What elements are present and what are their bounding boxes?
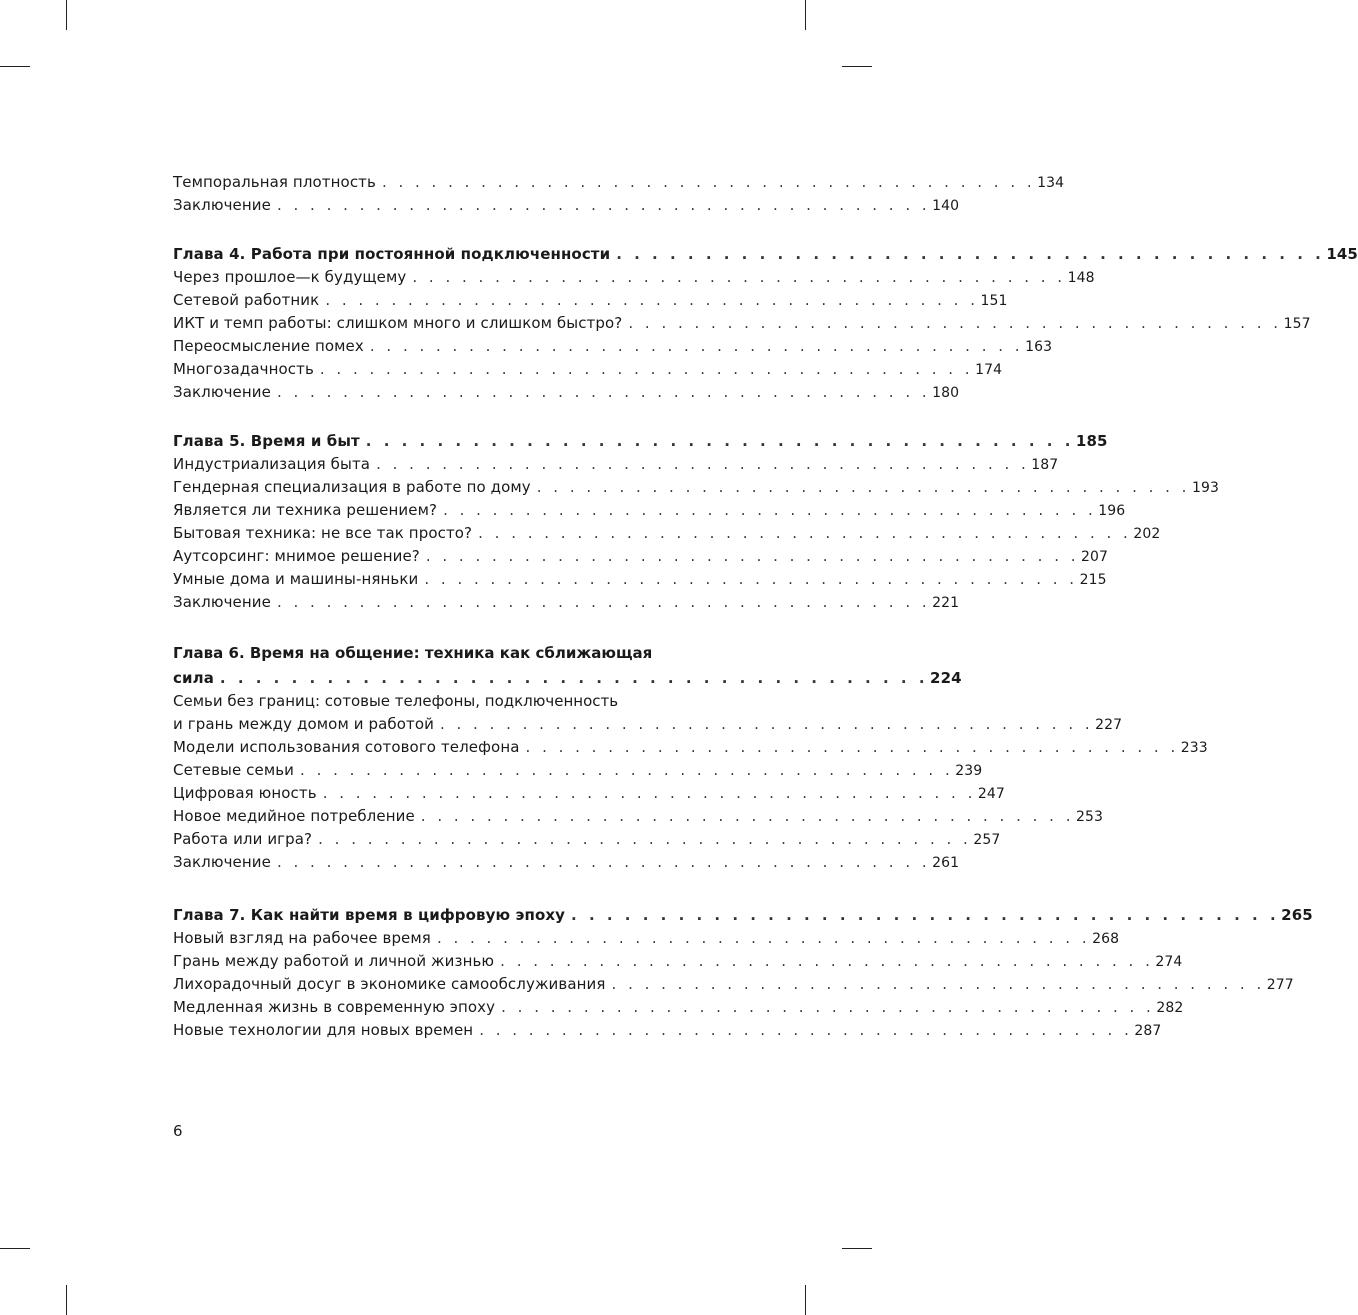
- toc-entry[interactable]: Грань между работой и личной жизнью . . . . . . . . . . . . . . . . . . . . . . . . . . . . . . . . . . . . . . . . 274: [173, 952, 1183, 970]
- toc-entry[interactable]: Модели использования сотового телефона . . . . . . . . . . . . . . . . . . . . . . . . . . . . . . . . . . . . . . . . 233: [173, 738, 1208, 756]
- crop-mark: [805, 0, 806, 30]
- crop-mark: [805, 1285, 806, 1315]
- crop-mark: [0, 1248, 30, 1249]
- toc-entry[interactable]: Индустриализация быта . . . . . . . . . . . . . . . . . . . . . . . . . . . . . . . . . . . . . . . . 187: [173, 455, 1059, 473]
- toc-entry[interactable]: Через прошлое—к будущему . . . . . . . . . . . . . . . . . . . . . . . . . . . . . . . . . . . . . . . . 148: [173, 268, 1095, 286]
- crop-mark: [842, 66, 872, 67]
- toc-entry[interactable]: Переосмысление помех . . . . . . . . . . . . . . . . . . . . . . . . . . . . . . . . . . . . . . . . 163: [173, 337, 1053, 355]
- toc-entry[interactable]: Аутсорсинг: мнимое решение? . . . . . . . . . . . . . . . . . . . . . . . . . . . . . . . . . . . . . . . . 207: [173, 547, 1109, 565]
- toc-chapter-6[interactable]: сила . . . . . . . . . . . . . . . . . . . . . . . . . . . . . . . . . . . . . . . . 224: [173, 669, 962, 687]
- toc-entry[interactable]: Гендерная специализация в работе по дому . . . . . . . . . . . . . . . . . . . . . . . . . . . . . . . . . . . . . . . . 193: [173, 478, 1219, 496]
- toc-entry[interactable]: Заключение . . . . . . . . . . . . . . . . . . . . . . . . . . . . . . . . . . . . . . . . 261: [173, 853, 960, 871]
- toc-entry[interactable]: Новое медийное потребление . . . . . . . . . . . . . . . . . . . . . . . . . . . . . . . . . . . . . . . . 253: [173, 807, 1104, 825]
- toc-entry[interactable]: Заключение . . . . . . . . . . . . . . . . . . . . . . . . . . . . . . . . . . . . . . . . 180: [173, 383, 960, 401]
- toc-chapter-6-title[interactable]: Глава 6. Время на общение: техника как сближающая: [173, 644, 653, 662]
- page-number: 6: [173, 1122, 183, 1140]
- toc-entry[interactable]: Заключение . . . . . . . . . . . . . . . . . . . . . . . . . . . . . . . . . . . . . . . . 140: [173, 196, 960, 214]
- toc-entry-title[interactable]: Семьи без границ: сотовые телефоны, подключенность: [173, 692, 619, 710]
- toc-entry[interactable]: Бытовая техника: не все так просто? . . . . . . . . . . . . . . . . . . . . . . . . . . . . . . . . . . . . . . . . 202: [173, 524, 1161, 542]
- toc-entry[interactable]: Сетевой работник . . . . . . . . . . . . . . . . . . . . . . . . . . . . . . . . . . . . . . . . 151: [173, 291, 1008, 309]
- crop-mark: [0, 66, 30, 67]
- toc-entry[interactable]: Новые технологии для новых времен . . . . . . . . . . . . . . . . . . . . . . . . . . . . . . . . . . . . . . . . 287: [173, 1021, 1162, 1039]
- toc-chapter-7[interactable]: Глава 7. Как найти время в цифровую эпоху . . . . . . . . . . . . . . . . . . . . . . . . . . . . . . . . . . . . . . . . 265: [173, 906, 1313, 924]
- toc-entry[interactable]: Лихорадочный досуг в экономике самообслуживания . . . . . . . . . . . . . . . . . . . . . . . . . . . . . . . . . . . . . . . . 277: [173, 975, 1294, 993]
- crop-mark: [66, 1285, 67, 1315]
- toc-entry[interactable]: Умные дома и машины-няньки . . . . . . . . . . . . . . . . . . . . . . . . . . . . . . . . . . . . . . . . 215: [173, 570, 1107, 588]
- crop-mark: [842, 1248, 872, 1249]
- table-of-contents: [173, 171, 1358, 1042]
- toc-chapter-5[interactable]: Глава 5. Время и быт . . . . . . . . . . . . . . . . . . . . . . . . . . . . . . . . . . . . . . . . 185: [173, 432, 1108, 450]
- toc-entry[interactable]: Темпоральная плотность . . . . . . . . . . . . . . . . . . . . . . . . . . . . . . . . . . . . . . . . 134: [173, 173, 1065, 191]
- toc-entry[interactable]: Заключение . . . . . . . . . . . . . . . . . . . . . . . . . . . . . . . . . . . . . . . . 221: [173, 593, 960, 611]
- toc-entry[interactable]: Является ли техника решением? . . . . . . . . . . . . . . . . . . . . . . . . . . . . . . . . . . . . . . . . 196: [173, 501, 1126, 519]
- toc-chapter-4[interactable]: Глава 4. Работа при постоянной подключенности . . . . . . . . . . . . . . . . . . . . . . . . . . . . . . . . . . . . . . . . 145: [173, 245, 1358, 263]
- toc-entry[interactable]: Сетевые семьи . . . . . . . . . . . . . . . . . . . . . . . . . . . . . . . . . . . . . . . . 239: [173, 761, 983, 779]
- crop-mark: [66, 0, 67, 30]
- toc-entry[interactable]: Цифровая юность . . . . . . . . . . . . . . . . . . . . . . . . . . . . . . . . . . . . . . . . 247: [173, 784, 1005, 802]
- toc-entry[interactable]: Медленная жизнь в современную эпоху . . . . . . . . . . . . . . . . . . . . . . . . . . . . . . . . . . . . . . . . 282: [173, 998, 1184, 1016]
- toc-entry[interactable]: Работа или игра? . . . . . . . . . . . . . . . . . . . . . . . . . . . . . . . . . . . . . . . . 257: [173, 830, 1001, 848]
- toc-entry[interactable]: Многозадачность . . . . . . . . . . . . . . . . . . . . . . . . . . . . . . . . . . . . . . . . 174: [173, 360, 1003, 378]
- toc-entry[interactable]: ИКТ и темп работы: слишком много и слишком быстро? . . . . . . . . . . . . . . . . . . . . . . . . . . . . . . . . . . . . . . . . 157: [173, 314, 1311, 332]
- toc-entry[interactable]: и грань между домом и работой . . . . . . . . . . . . . . . . . . . . . . . . . . . . . . . . . . . . . . . . 227: [173, 715, 1123, 733]
- toc-entry[interactable]: Новый взгляд на рабочее время . . . . . . . . . . . . . . . . . . . . . . . . . . . . . . . . . . . . . . . . 268: [173, 929, 1120, 947]
